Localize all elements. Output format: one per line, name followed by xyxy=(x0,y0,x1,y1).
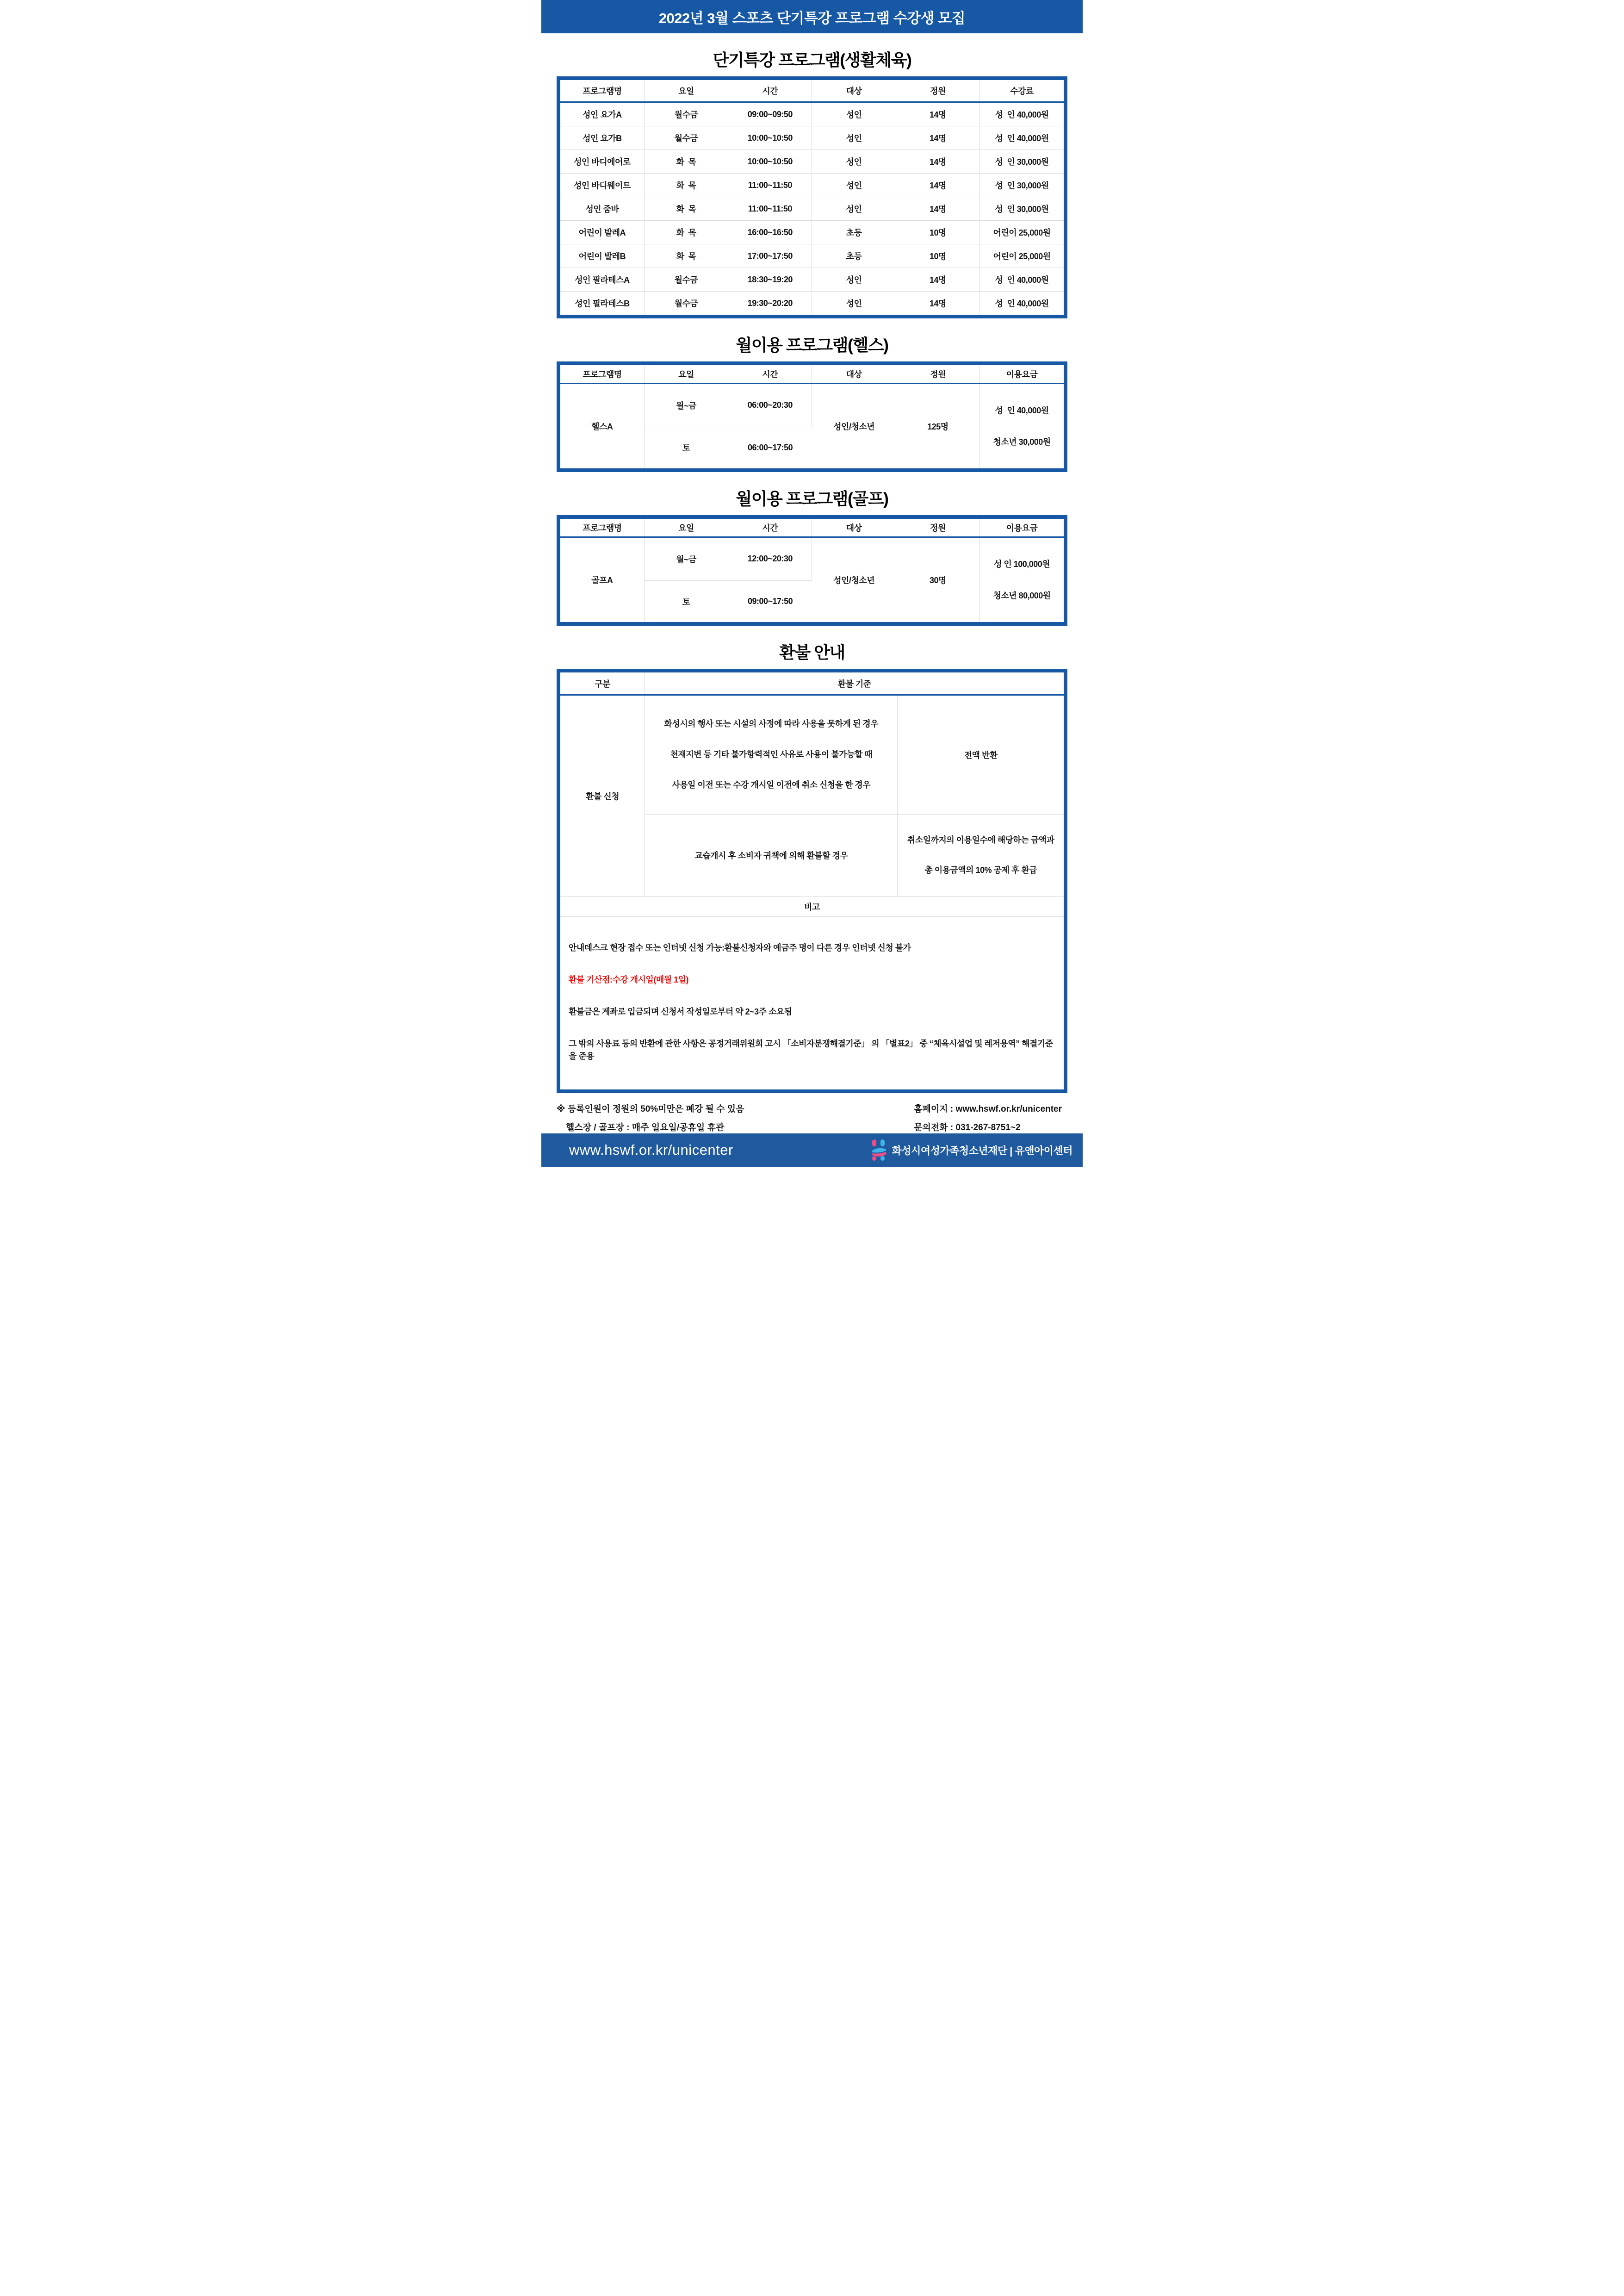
table-row xyxy=(560,102,1064,126)
footer-org xyxy=(871,1139,1072,1161)
cell-program: 어린이 발레B xyxy=(560,244,644,268)
cell-day: 화 목 xyxy=(644,174,728,197)
col-header-fee: 이용요금 xyxy=(980,519,1064,537)
cell-capacity: 14명 xyxy=(896,126,979,150)
cell-target: 초등 xyxy=(812,244,896,268)
cell-capacity: 14명 xyxy=(896,174,979,197)
table-row xyxy=(560,292,1064,315)
section-title-monthly-health: 월이용 프로그램(헬스) xyxy=(736,336,888,355)
cell-program: 성인 바디웨이트 xyxy=(560,174,644,197)
cell-day: 월수금 xyxy=(644,268,728,292)
cell-time: 11:00~11:50 xyxy=(728,174,812,197)
cell-program: 성인 요가A xyxy=(560,102,644,126)
cell-time: 17:00~17:50 xyxy=(728,244,812,268)
cell-fee: 성 인 30,000원 xyxy=(980,197,1064,221)
col-header-capacity: 정원 xyxy=(896,80,979,102)
table-row xyxy=(560,150,1064,174)
col-header-refund-standard: 환불 기준 xyxy=(645,672,1064,695)
col-header-time: 시간 xyxy=(728,80,812,102)
refund-result-line: 취소일까지의 이용일수에 해당하는 금액과 xyxy=(907,835,1054,845)
footnote-homepage: 홈페이지 : www.hswf.or.kr/unicenter xyxy=(914,1104,1062,1114)
shortterm-table xyxy=(560,80,1064,315)
footnote-cancellation: ※ 등록인원이 정원의 50%미만은 폐강 될 수 있음 xyxy=(557,1104,744,1114)
monthly-golf-table-frame xyxy=(557,515,1067,626)
cell-fee: 성 인 40,000원 xyxy=(980,126,1064,150)
col-header-fee: 이용요금 xyxy=(980,365,1064,384)
cell-day: 월~금 xyxy=(644,384,728,427)
col-header-time: 시간 xyxy=(728,519,812,537)
shortterm-table-frame xyxy=(557,76,1067,318)
cell-day: 토 xyxy=(644,427,728,468)
section-title-monthly-golf: 월이용 프로그램(골프) xyxy=(736,489,888,509)
col-header-capacity: 정원 xyxy=(896,365,979,384)
table-row xyxy=(560,221,1064,244)
cell-fee: 성 인 40,000원 xyxy=(980,102,1064,126)
cell-time: 06:00~20:30 xyxy=(728,384,812,427)
table-row xyxy=(560,197,1064,221)
footnote-phone: 문의전화 : 031-267-8751~2 xyxy=(914,1122,1021,1132)
cell-day: 화 목 xyxy=(644,150,728,174)
cell-time: 11:00~11:50 xyxy=(728,197,812,221)
cell-target: 성인/청소년 xyxy=(812,537,896,622)
table-row xyxy=(560,244,1064,268)
note-line: 그 밖의 사용료 등의 반환에 관한 사항은 공정거래위원회 고시 「소비자분쟁해결기준」 의 「별표2」 중 “체육시설업 및 레저용역” 해결기준을 준용 xyxy=(569,1039,1053,1061)
cell-time: 12:00~20:30 xyxy=(728,537,812,581)
cell-program: 골프A xyxy=(560,537,644,622)
cell-day: 월수금 xyxy=(644,126,728,150)
cell-capacity: 14명 xyxy=(896,197,979,221)
cell-fee: 어린이 25,000원 xyxy=(980,244,1064,268)
banner-title: 2022년 3월 스포츠 단기특강 프로그램 수강생 모집 xyxy=(658,10,966,26)
cell-program: 성인 필라테스B xyxy=(560,292,644,315)
cell-program: 헬스A xyxy=(560,384,644,469)
table-head xyxy=(560,672,1064,695)
foundation-logo-icon xyxy=(871,1139,887,1161)
cell-fee: 성 인 30,000원 xyxy=(980,150,1064,174)
cell-time: 06:00~17:50 xyxy=(728,427,812,468)
table-row xyxy=(560,126,1064,150)
cell-capacity: 14명 xyxy=(896,292,979,315)
cell-capacity: 125명 xyxy=(896,384,979,469)
table-row xyxy=(560,384,1064,427)
cell-capacity: 14명 xyxy=(896,268,979,292)
cell-note-header: 비고 xyxy=(560,897,1064,917)
refund-result-line: 총 이용금액의 10% 공제 후 환급 xyxy=(924,865,1037,875)
cell-target: 성인 xyxy=(812,292,896,315)
table-row xyxy=(560,537,1064,581)
table-body xyxy=(560,695,1064,1089)
table-body xyxy=(560,102,1064,315)
cell-target: 성인 xyxy=(812,174,896,197)
cell-time: 18:30~19:20 xyxy=(728,268,812,292)
note-line: 환불금은 계좌로 입금되며 신청서 작성일로부터 약 2~3주 소요됨 xyxy=(569,1007,792,1017)
col-header-program: 프로그램명 xyxy=(560,80,644,102)
cell-target: 성인 xyxy=(812,197,896,221)
col-header-time: 시간 xyxy=(728,365,812,384)
cell-target: 성인 xyxy=(812,268,896,292)
cell-day: 토 xyxy=(644,580,728,622)
table-row xyxy=(560,268,1064,292)
col-header-target: 대상 xyxy=(812,365,896,384)
cell-fee: 성 인 30,000원 xyxy=(980,174,1064,197)
col-header-target: 대상 xyxy=(812,80,896,102)
table-row xyxy=(560,695,1064,814)
cell-day: 화 목 xyxy=(644,221,728,244)
cell-capacity: 10명 xyxy=(896,221,979,244)
cell-time: 09:00~17:50 xyxy=(728,580,812,622)
cell-day: 월수금 xyxy=(644,292,728,315)
col-header-target: 대상 xyxy=(812,519,896,537)
monthly-health-table xyxy=(560,365,1064,468)
fee-line: 청소년 30,000원 xyxy=(993,437,1051,447)
col-header-fee: 수강료 xyxy=(980,80,1064,102)
col-header-program: 프로그램명 xyxy=(560,365,644,384)
table-head xyxy=(560,365,1064,384)
table-row xyxy=(560,897,1064,917)
col-header-day: 요일 xyxy=(644,519,728,537)
cell-day: 월~금 xyxy=(644,537,728,581)
fee-line: 성 인 40,000원 xyxy=(995,406,1049,415)
cell-fee: 어린이 25,000원 xyxy=(980,221,1064,244)
cell-target: 성인 xyxy=(812,102,896,126)
table-row xyxy=(560,174,1064,197)
col-header-day: 요일 xyxy=(644,365,728,384)
cell-fee: 성 인 40,000원 xyxy=(980,268,1064,292)
monthly-health-table-frame xyxy=(557,361,1067,472)
col-header-capacity: 정원 xyxy=(896,519,979,537)
table-body xyxy=(560,384,1064,469)
header-row xyxy=(560,80,1064,102)
cell-refund-case-partial: 교습개시 후 소비자 귀책에 의해 환불할 경우 xyxy=(645,814,898,897)
table-head xyxy=(560,519,1064,537)
col-header-category: 구분 xyxy=(560,672,645,695)
footer-bar xyxy=(541,1133,1083,1167)
note-line-refund-basedate: 환불 기산점:수강 개시일(매월 1일) xyxy=(569,975,689,985)
top-banner xyxy=(541,0,1083,33)
cell-target: 초등 xyxy=(812,221,896,244)
refund-table-frame xyxy=(557,669,1067,1093)
refund-case-line: 화성시의 행사 또는 시설의 사정에 따라 사용을 못하게 된 경우 xyxy=(664,719,879,729)
cell-program: 성인 바디에어로 xyxy=(560,150,644,174)
cell-notes xyxy=(560,917,1064,1090)
section-title-refund: 환불 안내 xyxy=(779,643,845,662)
refund-case-line: 천재지변 등 기타 불가항력적인 사유로 사용이 불가능할 때 xyxy=(670,750,873,759)
table-body xyxy=(560,537,1064,622)
footnote-closed-days: 헬스장 / 골프장 : 매주 일요일/공휴일 휴관 xyxy=(566,1122,725,1132)
poster-page xyxy=(541,0,1083,1167)
cell-refund-case-full xyxy=(645,695,898,814)
cell-fee: 성 인 40,000원 xyxy=(980,292,1064,315)
cell-program: 성인 줌바 xyxy=(560,197,644,221)
footnote-left xyxy=(557,1103,744,1133)
refund-table xyxy=(560,672,1064,1089)
cell-fee xyxy=(980,384,1064,469)
cell-program: 성인 요가B xyxy=(560,126,644,150)
footer-org-name: 화성시여성가족청소년재단 | 유앤아이센터 xyxy=(892,1145,1072,1157)
footer-url: www.hswf.or.kr/unicenter xyxy=(569,1142,733,1158)
cell-day: 월수금 xyxy=(644,102,728,126)
cell-target: 성인/청소년 xyxy=(812,384,896,469)
cell-day: 화 목 xyxy=(644,244,728,268)
fee-line: 성 인 100,000원 xyxy=(993,560,1050,569)
header-row xyxy=(560,519,1064,537)
cell-capacity: 14명 xyxy=(896,102,979,126)
cell-refund-result-full: 전액 반환 xyxy=(898,695,1064,814)
cell-capacity: 14명 xyxy=(896,150,979,174)
header-row xyxy=(560,672,1064,695)
cell-program: 성인 필라테스A xyxy=(560,268,644,292)
cell-refund-request-label: 환불 신청 xyxy=(560,695,645,897)
col-header-program: 프로그램명 xyxy=(560,519,644,537)
cell-capacity: 30명 xyxy=(896,537,979,622)
table-row xyxy=(560,917,1064,1090)
cell-time: 10:00~10:50 xyxy=(728,126,812,150)
cell-fee xyxy=(980,537,1064,622)
cell-capacity: 10명 xyxy=(896,244,979,268)
cell-time: 10:00~10:50 xyxy=(728,150,812,174)
note-line: 안내데스크 현장 접수 또는 인터넷 신청 가능:환불신청자와 예금주 명이 다른 경우 인터넷 신청 불가 xyxy=(569,943,911,953)
cell-time: 09:00~09:50 xyxy=(728,102,812,126)
cell-time: 16:00~16:50 xyxy=(728,221,812,244)
cell-target: 성인 xyxy=(812,150,896,174)
header-row xyxy=(560,365,1064,384)
cell-refund-result-partial xyxy=(898,814,1064,897)
cell-program: 어린이 발레A xyxy=(560,221,644,244)
footnote-right xyxy=(914,1103,1062,1133)
refund-case-line: 사용일 이전 또는 수강 개시일 이전에 취소 신청을 한 경우 xyxy=(672,780,871,790)
section-title-shortterm: 단기특강 프로그램(생활체육) xyxy=(713,50,911,69)
fee-line: 청소년 80,000원 xyxy=(993,591,1051,601)
monthly-golf-table xyxy=(560,519,1064,622)
cell-time: 19:30~20:20 xyxy=(728,292,812,315)
col-header-day: 요일 xyxy=(644,80,728,102)
table-head xyxy=(560,80,1064,102)
cell-day: 화 목 xyxy=(644,197,728,221)
footnotes xyxy=(557,1103,1062,1133)
cell-target: 성인 xyxy=(812,126,896,150)
